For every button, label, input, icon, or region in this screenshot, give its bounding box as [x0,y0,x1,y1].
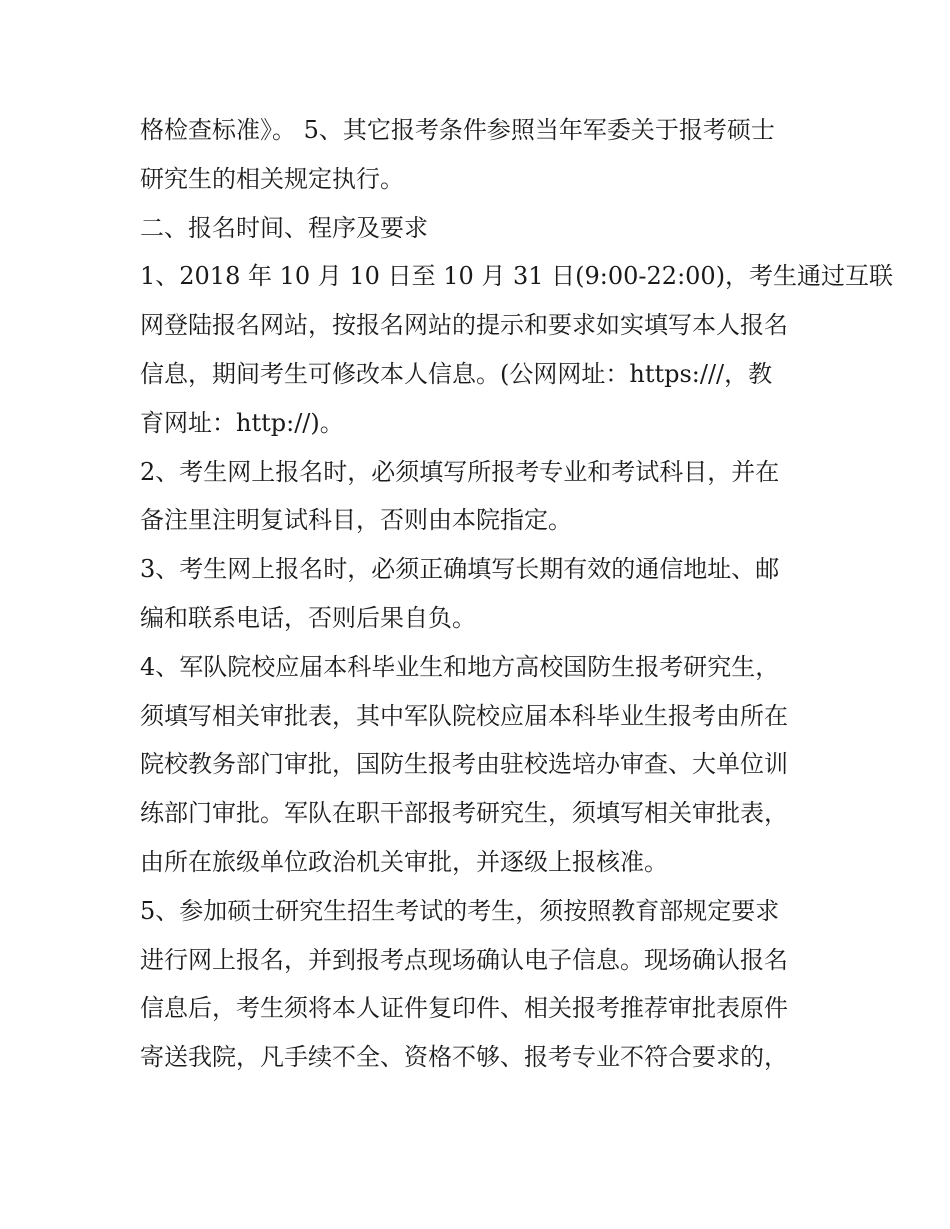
text-line: 由所在旅级单位政治机关审批，并逐级上报核准。 [140,847,668,876]
text-line: 1、2018 年 10 月 10 日至 10 月 31 日(9:00-22:00)，考生通过互联 [140,262,894,291]
text-line: 编和联系电话，否则后果自负。 [140,603,476,632]
text-line: 信息后，考生须将本人证件复印件、相关报考推荐审批表原件 [140,994,788,1023]
text-line: 寄送我院，凡手续不全、资格不够、报考专业不符合要求的， [140,1043,788,1072]
text-line: 备注里注明复试科目，否则由本院指定。 [140,506,572,535]
text-line: 院校教务部门审批，国防生报考由驻校选培办审查、大单位训 [140,750,788,779]
section-heading: 二、报名时间、程序及要求 [140,213,428,242]
text-line: 须填写相关审批表，其中军队院校应届本科毕业生报考由所在 [140,701,788,730]
text-line: 5、参加硕士研究生招生考试的考生，须按照教育部规定要求 [140,896,780,925]
text-line: 信息，期间考生可修改本人信息。(公网网址：https:///，教 [140,359,773,388]
text-line: 研究生的相关规定执行。 [140,164,404,193]
text-line: 格检查标准》。 5、其它报考条件参照当年军委关于报考硕士 [140,116,775,144]
text-line: 4、军队院校应届本科毕业生和地方高校国防生报考研究生， [140,652,780,681]
text-line: 网登陆报名网站，按报名网站的提示和要求如实填写本人报名 [140,311,788,340]
text-line: 3、考生网上报名时，必须正确填写长期有效的通信地址、邮 [140,555,780,584]
document-body [140,106,894,1082]
text-line: 进行网上报名，并到报考点现场确认电子信息。现场确认报名 [140,945,788,974]
text-line: 练部门审批。军队在职干部报考研究生，须填写相关审批表， [140,799,788,828]
text-line: 育网址：http://)。 [140,408,344,437]
text-line: 2、考生网上报名时，必须填写所报考专业和考试科目，并在 [140,457,780,486]
